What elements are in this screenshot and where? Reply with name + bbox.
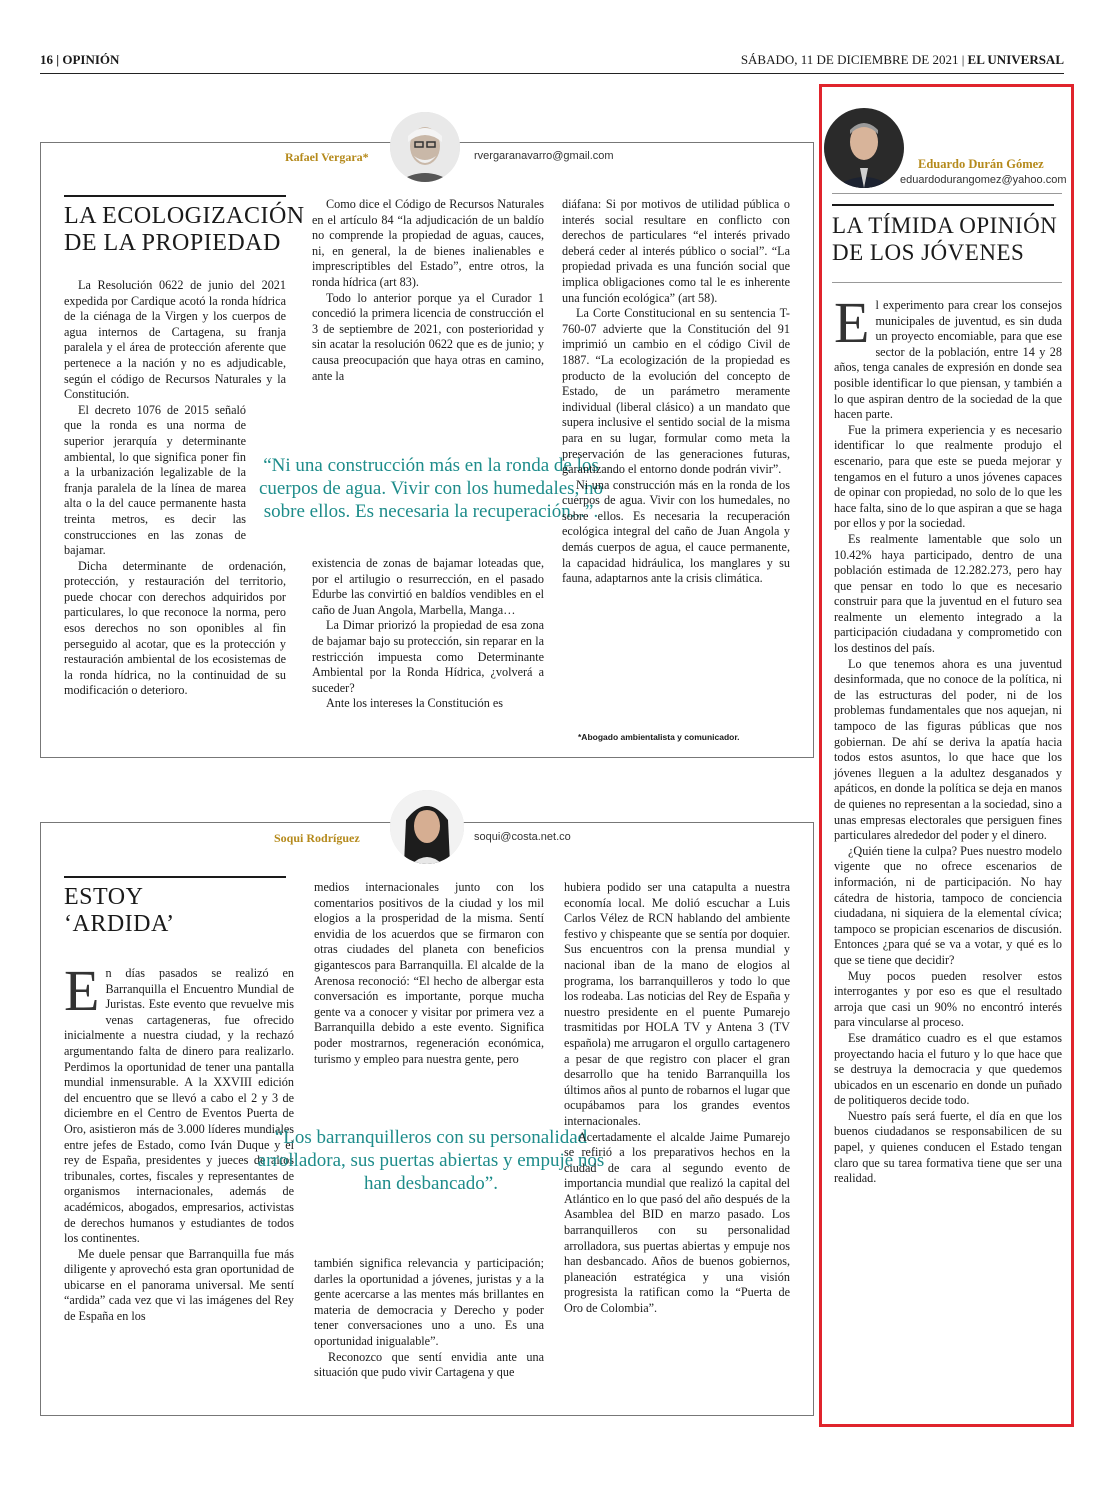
column-2-bottom [312, 556, 544, 712]
author-email[interactable]: rvergaranavarro@gmail.com [474, 150, 614, 162]
title-line: ‘ARDIDA’ [64, 911, 175, 937]
author-footnote: *Abogado ambientalista y comunicador. [578, 732, 740, 742]
paragraph: La Resolución 0622 de junio del 2021 expedida por Cardique acotó la ronda hídrica de la ciénaga de la Virgen y los cuerpos de agua internos de Cartagena, su franja paralela y el área de protección aferente que pertenece a la nación y no es adjudicable, según el código de Recursos Naturales y la Constitución. [64, 278, 286, 402]
paragraph: Dicha determinante de ordenación, protección, y restauración del territorio, puede chocar con derechos adquiridos por particulares, lo que reconoce la norma, pero esos derechos no son oponibles al fin perseguido al acotar, que es la protección y restauración ambiental de los ecosistemas de la ronda hídrica, no la continuidad de su modificación o deterioro. [64, 558, 286, 698]
title-line: LA ECOLOGIZACIÓN [64, 203, 305, 229]
divider [832, 282, 1062, 283]
column-2-bottom [314, 1256, 544, 1381]
paragraph: Muy pocos pueden resolver estos interrogantes y por eso es que el resultado arroja que casi un 90% no encontró interés para vincularse al proceso. [834, 968, 1062, 1030]
pull-quote: “Los barranquilleros con su personalidad arrolladora, sus puertas abiertas y empuje nos han desbancado”. [257, 1127, 605, 1194]
paragraph: Es realmente lamentable que solo un 10.42% haya participado, dentro de una población estimada de 12.282.273, pero hay que pensar en todo lo que es necesario construir para que la juventud en el futuro sea realmente un elemento integrado a la participación ciudadana y comprometido con los destinos del país. [834, 531, 1062, 656]
column-2-top [314, 880, 544, 1067]
paragraph: Ante los intereses la Constitución es [326, 696, 504, 711]
page-header [40, 52, 1064, 72]
column-3 [562, 197, 790, 587]
drop-cap: E [834, 290, 870, 355]
drop-cap: E [64, 958, 100, 1023]
author-name: Eduardo Durán Gómez [918, 157, 1044, 171]
divider [832, 193, 1062, 194]
author-photo-eduardo-duran [824, 108, 904, 188]
author-photo-rafael-vergara [390, 112, 460, 182]
paragraph: Me duele pensar que Barranquilla fue más diligente y aprovechó esta gran oportunidad de ubicarse en el panorama universal. Me sentí “ardida” cada vez que vi las imágenes del Rey de España en los [64, 1246, 294, 1324]
paragraph: ¿Quién tiene la culpa? Pues nuestro modelo vigente que no ofrece escenarios de información, ni de participación. No hay cátedra de historia, tampoco de conciencia ciudadana, ni siquiera de la elemental cívica; tampoco se propician escenarios de discusión. Entonces ¿para qué se va a votar, y qué es lo que se tiene que decidir? [834, 843, 1062, 967]
author-photo-soqui-rodriguez [390, 790, 464, 864]
paragraph: Lo que tenemos ahora es una juventud desinformada, que no conoce de la política, ni de las estructuras del poder, ni de los problemas fundamentales que nos aquejan, ni tampoco de las figuras públicas que nos gobiernan. De ahí se deriva la apatía hacia todos estos asuntos, lo que hace que los jóvenes lleguen a la adultez desganados y apáticos, en donde la política se deja en manos de quienes no representan a la sociedad, sino a unas empresas electorales que persiguen fines particulares alrededor del poder y el dinero. [834, 656, 1062, 843]
article-title [64, 884, 175, 938]
headline-rule [832, 204, 1054, 206]
paragraph: l experimento para crear los consejos municipales de juventud, es sin duda un proyecto encomiable, para que ese sector de la población, entre 14 y 28 años, tenga canales de expresión en donde sea posible identificar lo que piensan, y también a lo que aspiran dentro de la sociedad de la que hacen parte. [834, 298, 1062, 422]
newspaper-name: EL UNIVERSAL [967, 52, 1064, 67]
paragraph: existencia de zonas de bajamar loteadas que, por el artilugio o resurrección, en el pasado Edurbe las convirtió en baldíos vendibles en el caño de Juan Angola, Marbella, Manga… [312, 556, 544, 617]
author-name: Rafael Vergara* [285, 150, 369, 164]
paragraph: Todo lo anterior porque ya el Curador 1 concedió la primera licencia de construcción el 3 de septiembre de 2021, con posterioridad y sin acatar la resolución 0622 que es de junio; y causa preocupación que haya otras en camino, ante la [312, 290, 544, 383]
sidebar-column [834, 290, 1062, 1187]
issue-date: SÁBADO, 11 DE DICIEMBRE DE 2021 | [740, 52, 965, 67]
article-title [832, 212, 1057, 266]
article-title [64, 203, 305, 257]
date-masthead [741, 52, 1064, 68]
paragraph: Reconozco que sentí envidia ante una situación que pudo vivir Cartagena y que [314, 1349, 544, 1380]
paragraph: Fue la primera experiencia y es necesario identificar lo que realmente produjo el escenario, para que este se pueda mejorar y tengamos en el futuro a unos jóvenes capaces de opinar con propiedad, no solo de lo que les hace falta, sino de lo que aspiran a que se haga por ellos y por la sociedad. [834, 422, 1062, 531]
paragraph: Acertadamente el alcalde Jaime Pumarejo se refirió a los preparativos hechos en la ciudad de cara al segundo evento de importancia mundial que realizó la capital del Atlántico en lo que pasó del año después de la Asamblea del BID en marzo pasado. Los barranquilleros con su personalidad arrolladora, sus puertas abiertas y empuje nos han desbancado. Años de buenos gobiernos, planeación estratégica y una visión progresista la ratifican como la “Puerta de Oro de Colombia”. [564, 1129, 790, 1316]
paragraph: La Dimar priorizó la propiedad de esa zona de bajamar bajo su protección, sin reparar en la restricción impuesta como Determinante Ambiental por la Ronda Hídrica, ¿volverá a suceder? [312, 618, 544, 695]
column-3 [564, 880, 790, 1317]
title-line: DE LA PROPIEDAD [64, 230, 281, 256]
paragraph: Ni una construcción más en la ronda de los cuerpos de agua. Vivir con los humedales, no sobre ellos. Es necesaria la recuperación ecológica integral del caño de Juan Angola y demás cuerpos de agua, el cauce permanente, la capacidad hidráulica, los manglares y su fauna, adaptarnos ante la crisis climática. [562, 477, 790, 586]
title-line: ESTOY [64, 884, 144, 910]
paragraph: Ese dramático cuadro es el que estamos proyectando hacia el futuro y lo que hace que se destruya la democracia y que quedemos ubicados en un escenario en donde un puñado de politiqueros decide todo. [834, 1030, 1062, 1108]
title-line: DE LOS JÓVENES [832, 240, 1025, 265]
paragraph: n días pasados se realizó en Barranquilla el Encuentro Mundial de Juristas. Este evento que revuelve mis venas cartageneras, fue ofrecido inicialmente a nuestra ciudad, y la rechazó argumentando falta de dinero para realizarlo. Perdimos la oportunidad de tener una pantalla mundial inmensurable. A la XXVIII edición del encuentro que se llevó a cabo el 2 y 3 de diciembre en el Centro de Eventos Puerta de Oro, asistieron más de 3.000 líderes mundiales entre jefes de Estado, como Iván Duque y el rey de España, presidentes y jueces de altos tribunales, cortes, fiscales y representantes de organismos internacionales, además de académicos, abogados, empresarios, activistas de derechos humanos y estudiantes de todos los continentes. [64, 966, 294, 1246]
paragraph: Nuestro país será fuerte, el día en que los buenos ciudadanos se responsabilicen de su papel, y quienes conducen el Estado tengan claro que su tarea formativa tiene que ser una realidad. [834, 1108, 1062, 1186]
paragraph: La Corte Constitucional en su sentencia T-760-07 advierte que la Constitución del 91 imprimió un cambio en el código Civil de 1887. “La ecologización de la propiedad es producto de la evolución del concepto de Estado, de un parámetro meramente individual (liberal clásico) a un mandato que supera inclusive el sentido social de la misma para en su lugar, formular como meta la preservación de las generaciones futuras, garantizando el entorno donde podrán vivir”. [562, 306, 790, 477]
author-email[interactable]: soqui@costa.net.co [474, 831, 571, 843]
paragraph: Como dice el Código de Recursos Naturales en el artículo 84 “la adjudicación de un baldío no comprende la propiedad de aguas, cauces, ni, en general, la de bienes inalienables e imprescriptibles del Estado”, entre otros, la ronda hídrica (art 83). [312, 197, 544, 289]
headline-rule [64, 876, 286, 878]
author-email[interactable]: eduardodurangomez@yahoo.com [900, 174, 1067, 186]
headline-rule [64, 195, 286, 197]
header-divider [40, 73, 1064, 74]
paragraph: hubiera podido ser una catapulta a nuestra economía local. Me dolió escuchar a Luis Carlos Vélez de RCN hablando del ambiente festivo y chispeante que se sentía por doquier. Sus encuentros con la prensa mundial y nacional iban de la mano de elogios al programa, los barranquilleros y todo lo que los rodeaba. Las noticias del Rey de España y nuestro presidente en el puente Pumarejo trasmitidas por HOLA TV y Antena 3 (TV española) me arrugaron el orgullo cartagenero a pesar de que registro con placer el gran desarrollo que ha tenido Barranquilla los últimos años al punto de robarnos el lugar que ocupábamos para los grandes eventos internacionales. [564, 880, 790, 1128]
paragraph: también significa relevancia y participación; darles la oportunidad a jóvenes, juristas y a la gente acercarse a las mentes más brillantes en materia de democracia y Derecho y poder tener conversaciones uno a uno. Es una oportunidad inigualable”. [314, 1256, 544, 1348]
author-name: Soqui Rodríguez [274, 831, 360, 845]
pull-quote: “Ni una construcción más en la ronda de los cuerpos de agua. Vivir con los humedales, no sobre ellos. Es necesaria la recuperación...”. [258, 455, 604, 522]
column-2-top [312, 197, 544, 384]
paragraph: medios internacionales junto con los comentarios positivos de la ciudad y los mil elogios a la prosperidad de la misma. Sentí envidia de los acuerdos que se firmaron con otras ciudades del planeta con beneficios gigantescos para Barranquilla. El alcalde de la Arenosa reconoció: “El hecho de albergar esta conversación es importante, porque mucha gente va a conocer y visitar por primera vez a Barranquilla debido a este evento. Significa poder mostrarnos, regeneración económica, turismo y empleo para nuestra gente, pero [314, 880, 544, 1066]
page-section: 16 | OPINIÓN [40, 52, 120, 67]
title-line: LA TÍMIDA OPINIÓN [832, 213, 1058, 238]
paragraph: diáfana: Si por motivos de utilidad pública o interés social resultare en conflicto con derechos de particulares “el interés privado deberá ceder al interés público o social”. “La propiedad privada es una función social que implica obligaciones como tal le es inherente una función ecológica” (art 58). [562, 197, 790, 305]
column-1 [64, 278, 286, 699]
paragraph: El decreto 1076 de 2015 señaló que la ronda es una norma de superior jerarquía y determinante ambiental, lo que significa poner fin a la urbanización legalizable de la franja paralela de la línea de marea alta o la del cauce permanente hasta treinta metros, es decir las construcciones en las zonas de bajamar. [64, 402, 246, 558]
